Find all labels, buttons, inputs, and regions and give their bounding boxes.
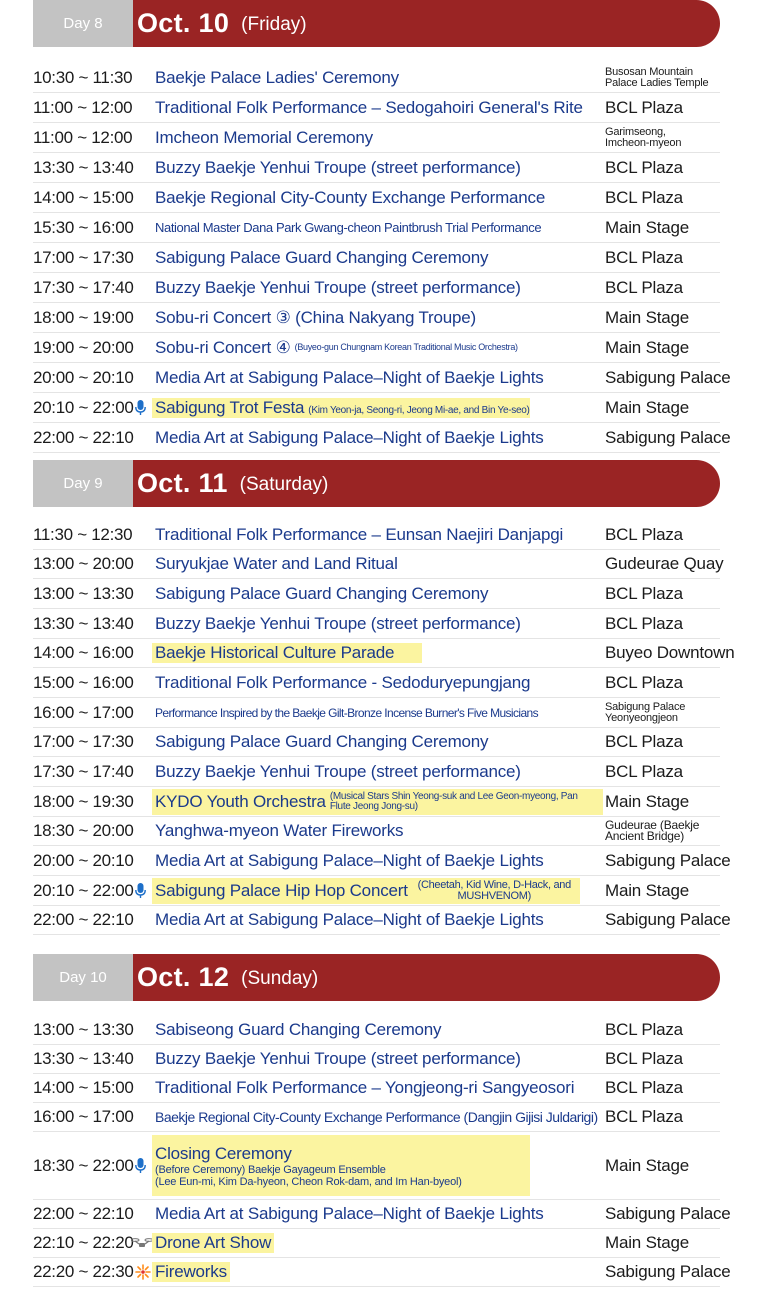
event-row — [33, 1200, 731, 1229]
day-label: Day 8 — [33, 0, 133, 47]
event-place: Buyeo Downtown — [605, 643, 735, 662]
event-time: 20:10 ~ 22:00 — [33, 880, 134, 900]
event-title: Performance Inspired by the Baekje Gilt-Bronze Incense Burner's Five Musicians — [155, 705, 539, 720]
event-place: BCL Plaza — [605, 613, 683, 633]
date: Oct. 10 — [137, 8, 230, 38]
event-row — [33, 906, 731, 935]
event-title: Traditional Folk Performance – Yongjeong-ri Sangyeosori — [155, 1078, 575, 1097]
event-place: BCL Plaza — [605, 187, 683, 207]
event-title: Traditional Folk Performance – Sedogahoiri General's Rite — [155, 97, 583, 117]
date-banner — [121, 954, 720, 1001]
event-title: Drone Art Show — [155, 1229, 274, 1257]
event-time: 13:30 ~ 13:40 — [33, 613, 134, 633]
event-place: Sabigung Palace — [605, 367, 731, 387]
event-title: Sabigung Trot Festa (Kim Yeon-ja, Seong-ri, Jeong Mi-ae, and Bin Ye-seo) — [155, 393, 530, 422]
event-title: Fireworks — [155, 1258, 230, 1286]
microphone-icon — [135, 876, 146, 905]
event-place: Busosan Mountain Palace Ladies Temple — [605, 65, 709, 89]
event-place: Main Stage — [605, 217, 689, 237]
event-note: (Kim Yeon-ja, Seong-ri, Jeong Mi-ae, and Bin Ye-seo) — [308, 404, 530, 416]
event-place: BCL Plaza — [605, 247, 683, 267]
event-time: 18:00 ~ 19:30 — [33, 791, 134, 811]
event-time: 13:30 ~ 13:40 — [33, 157, 134, 177]
event-place: Sabigung Palace — [605, 910, 731, 929]
event-title: Baekje Palace Ladies' Ceremony — [155, 67, 399, 87]
event-time: 16:00 ~ 17:00 — [33, 1107, 134, 1126]
event-sub: (Before Ceremony) Baekje Gayageum Ensemble — [155, 1163, 386, 1176]
event-place: BCL Plaza — [605, 732, 683, 751]
event-time: 11:30 ~ 12:30 — [33, 524, 133, 544]
event-row — [33, 1016, 720, 1045]
event-title: Suryukjae Water and Land Ritual — [155, 554, 398, 573]
drone-icon — [131, 1229, 153, 1257]
event-row — [33, 668, 720, 698]
event-row — [33, 243, 720, 273]
event-place: Sabigung Palace Yeonyeongjeon — [605, 700, 686, 724]
event-title: Sabigung Palace Guard Changing Ceremony — [155, 583, 489, 603]
event-title: Baekje Regional City-County Exchange Performance (Dangjin Gijisi Juldarigi) — [155, 1109, 598, 1125]
event-title: Baekje Historical Culture Parade — [155, 639, 422, 667]
weekday: (Friday) — [241, 13, 307, 35]
event-list — [33, 520, 735, 935]
event-place: Main Stage — [605, 791, 689, 811]
day-section-9 — [33, 460, 735, 935]
event-place: Sabigung Palace — [605, 850, 731, 870]
event-time: 20:10 ~ 22:00 — [33, 397, 134, 417]
event-time: 16:00 ~ 17:00 — [33, 702, 134, 722]
event-time: 22:00 ~ 22:10 — [33, 910, 134, 929]
event-row — [33, 1132, 720, 1200]
event-time: 14:00 ~ 16:00 — [33, 643, 134, 662]
day-banner — [33, 954, 720, 1001]
event-row — [33, 579, 720, 609]
date-banner — [121, 0, 720, 47]
event-title: Media Art at Sabigung Palace–Night of Baekje Lights — [155, 367, 544, 387]
event-title: Traditional Folk Performance – Eunsan Naejiri Danjapgi — [155, 524, 564, 544]
weekday: (Saturday) — [239, 473, 329, 495]
event-time: 20:00 ~ 20:10 — [33, 850, 134, 870]
event-time: 14:00 ~ 15:00 — [33, 187, 134, 207]
microphone-icon — [135, 393, 146, 422]
event-row — [33, 817, 720, 846]
event-time: 17:30 ~ 17:40 — [33, 277, 134, 297]
day-label: Day 10 — [33, 954, 133, 1001]
event-time: 17:00 ~ 17:30 — [33, 732, 134, 751]
event-place: BCL Plaza — [605, 1020, 683, 1039]
event-place: BCL Plaza — [605, 97, 683, 117]
event-place: Main Stage — [605, 397, 689, 417]
event-title: Imcheon Memorial Ceremony — [155, 127, 373, 147]
event-row — [33, 1258, 731, 1287]
event-time: 22:00 ~ 22:10 — [33, 1204, 134, 1223]
event-time: 13:30 ~ 13:40 — [33, 1049, 134, 1068]
event-row — [33, 333, 720, 363]
event-place: Gudeurae Quay — [605, 554, 724, 573]
fireworks-icon — [135, 1258, 151, 1286]
date: Oct. 11 — [137, 468, 228, 498]
event-title: Yanghwa-myeon Water Fireworks — [155, 821, 404, 840]
event-place: Sabigung Palace — [605, 1262, 731, 1281]
event-title: Closing Ceremony (Before Ceremony) Baekje Gayageum Ensemble (Lee Eun-mi, Kim Da-hyeon, Cheon Rok-dam, and Im Han-byeol) — [155, 1132, 530, 1199]
event-title: Media Art at Sabigung Palace–Night of Baekje Lights — [155, 910, 544, 929]
event-title: Media Art at Sabigung Palace–Night of Baekje Lights — [155, 427, 544, 447]
weekday: (Sunday) — [241, 967, 319, 989]
event-note: (Musical Stars Shin Yeong-suk and Lee Geon-myeong, Pan Flute Jeong Jong-su) — [329, 790, 578, 812]
event-place: Main Stage — [605, 1233, 689, 1252]
event-time: 18:00 ~ 19:00 — [33, 307, 134, 327]
event-title: Sabiseong Guard Changing Ceremony — [155, 1020, 442, 1039]
event-row — [33, 423, 731, 453]
event-place: BCL Plaza — [605, 583, 683, 603]
event-title: Media Art at Sabigung Palace–Night of Baekje Lights — [155, 850, 544, 870]
event-time: 13:00 ~ 13:30 — [33, 1020, 134, 1039]
event-place: Main Stage — [605, 880, 689, 900]
event-place: Main Stage — [605, 1155, 689, 1175]
event-time: 22:00 ~ 22:10 — [33, 427, 134, 447]
event-time: 18:30 ~ 22:00 — [33, 1155, 134, 1175]
day-banner — [33, 460, 720, 507]
event-title: Sabigung Palace Guard Changing Ceremony — [155, 732, 489, 751]
event-place: Main Stage — [605, 307, 689, 327]
event-row — [33, 273, 720, 303]
event-sub: (Lee Eun-mi, Kim Da-hyeon, Cheon Rok-dam, and Im Han-byeol) — [155, 1175, 462, 1188]
event-row — [33, 63, 720, 93]
event-time: 10:30 ~ 11:30 — [33, 67, 133, 87]
event-time: 13:00 ~ 20:00 — [33, 554, 134, 573]
event-title: Traditional Folk Performance - Sedoduryepungjang — [155, 672, 531, 692]
event-time: 19:00 ~ 20:00 — [33, 337, 134, 357]
event-title: Buzzy Baekje Yenhui Troupe (street performance) — [155, 1049, 521, 1068]
event-row — [33, 787, 720, 817]
event-time: 15:30 ~ 16:00 — [33, 217, 134, 237]
event-row — [33, 183, 720, 213]
event-place: BCL Plaza — [605, 157, 683, 177]
event-row — [33, 363, 731, 393]
event-row — [33, 303, 720, 333]
event-row — [33, 609, 720, 639]
event-row — [33, 213, 720, 243]
event-time: 17:00 ~ 17:30 — [33, 247, 134, 267]
event-time: 20:00 ~ 20:10 — [33, 367, 134, 387]
event-place: BCL Plaza — [605, 1107, 683, 1126]
event-row — [33, 876, 720, 906]
event-place: Gudeurae (Baekje Ancient Bridge) — [605, 818, 700, 843]
event-time: 15:00 ~ 16:00 — [33, 672, 134, 692]
event-list — [33, 1016, 731, 1287]
event-title: Sobu-ri Concert ④ (Buyeo-gun Chungnam Korean Traditional Music Orchestra) — [155, 337, 518, 357]
event-title: Baekje Regional City-County Exchange Performance — [155, 187, 546, 207]
event-row — [33, 639, 735, 668]
event-title: Buzzy Baekje Yenhui Troupe (street performance) — [155, 157, 521, 177]
date-banner — [121, 460, 720, 507]
event-place: Garimseong, Imcheon-myeon — [605, 125, 682, 149]
event-row — [33, 153, 720, 183]
day-section-10 — [33, 954, 731, 1287]
day-banner — [33, 0, 720, 47]
event-time: 11:00 ~ 12:00 — [33, 127, 133, 147]
event-place: BCL Plaza — [605, 277, 683, 297]
event-row — [33, 1229, 720, 1258]
event-row — [33, 1103, 720, 1132]
event-time: 14:00 ~ 15:00 — [33, 1078, 134, 1097]
event-title: Buzzy Baekje Yenhui Troupe (street performance) — [155, 761, 521, 781]
event-row — [33, 550, 724, 579]
event-row — [33, 123, 720, 153]
event-row — [33, 1074, 720, 1103]
event-place: BCL Plaza — [605, 1078, 683, 1097]
event-place: Sabigung Palace — [605, 1204, 731, 1223]
event-note: (Cheetah, Kid Wine, D-Hack, and MUSHVENOM) — [417, 878, 571, 902]
event-time: 22:10 ~ 22:20 — [33, 1233, 134, 1252]
event-place: BCL Plaza — [605, 672, 683, 692]
event-title: KYDO Youth Orchestra (Musical Stars Shin Yeong-suk and Lee Geon-myeong, Pan Flute Jeong Jong-su) — [155, 787, 603, 816]
event-time: 13:00 ~ 13:30 — [33, 583, 134, 603]
event-title: Buzzy Baekje Yenhui Troupe (street performance) — [155, 613, 521, 633]
event-note: (Buyeo-gun Chungnam Korean Traditional Music Orchestra) — [294, 342, 518, 352]
event-title: Sabigung Palace Guard Changing Ceremony — [155, 247, 489, 267]
event-row — [33, 757, 720, 787]
event-place: BCL Plaza — [605, 524, 683, 544]
event-time: 11:00 ~ 12:00 — [33, 97, 133, 117]
event-row — [33, 520, 720, 550]
event-time: 22:20 ~ 22:30 — [33, 1262, 134, 1281]
event-row — [33, 846, 731, 876]
event-list — [33, 63, 731, 453]
event-place: BCL Plaza — [605, 1049, 683, 1068]
microphone-icon — [135, 1132, 146, 1199]
event-place: BCL Plaza — [605, 761, 683, 781]
event-title: Media Art at Sabigung Palace–Night of Baekje Lights — [155, 1204, 544, 1223]
event-title: National Master Dana Park Gwang-cheon Paintbrush Trial Performance — [155, 220, 542, 235]
event-row — [33, 728, 720, 757]
event-place: Sabigung Palace — [605, 427, 731, 447]
event-row — [33, 1045, 720, 1074]
day-label: Day 9 — [33, 460, 133, 507]
event-row — [33, 698, 720, 728]
event-place: Main Stage — [605, 337, 689, 357]
event-time: 18:30 ~ 20:00 — [33, 821, 134, 840]
event-time: 17:30 ~ 17:40 — [33, 761, 134, 781]
day-section-8 — [33, 0, 731, 453]
event-row — [33, 393, 720, 423]
event-title: Sabigung Palace Hip Hop Concert (Cheetah, Kid Wine, D-Hack, and MUSHVENOM) — [155, 876, 580, 905]
event-title: Buzzy Baekje Yenhui Troupe (street performance) — [155, 277, 521, 297]
event-title: Sobu-ri Concert ③ (China Nakyang Troupe) — [155, 307, 476, 327]
event-row — [33, 93, 720, 123]
date: Oct. 12 — [137, 962, 230, 992]
